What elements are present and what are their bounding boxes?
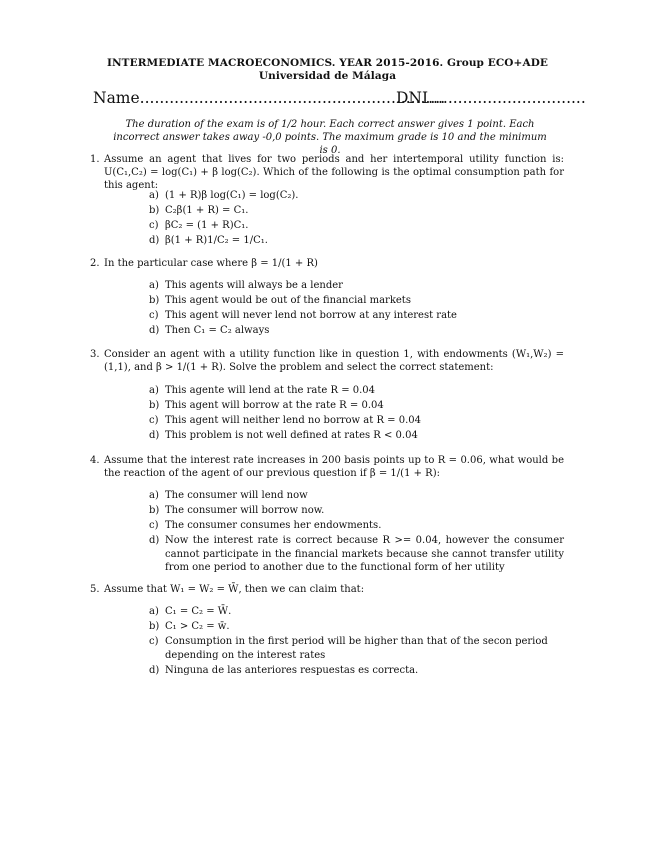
option-label: b) (149, 621, 160, 633)
option-a (149, 189, 564, 203)
question-3 (90, 348, 564, 374)
option-text: C₁ = C₂ = W̄. (165, 606, 232, 617)
option-text: (1 + R)β log(C₁) = log(C₂). (165, 190, 299, 201)
option-label: c) (149, 310, 159, 322)
option-c (149, 519, 564, 533)
question-number: 5. (90, 584, 100, 595)
option-label: c) (149, 520, 159, 532)
option-b (149, 620, 564, 634)
question-number: 1. (90, 154, 100, 165)
option-label: d) (149, 664, 160, 676)
option-text: βC₂ = (1 + R)C₁. (165, 220, 249, 232)
option-d (149, 534, 564, 575)
question-number: 2. (90, 258, 100, 269)
question-text: In the particular case where β = 1/(1 + R) (104, 258, 318, 269)
option-a (149, 489, 564, 503)
option-label: b) (149, 505, 160, 517)
university-name: Universidad de Málaga (258, 70, 397, 82)
option-text: The consumer consumes her endowments. (165, 520, 382, 532)
option-a (149, 279, 564, 293)
question-2 (90, 257, 564, 270)
question-4 (90, 454, 564, 480)
option-a (149, 605, 564, 619)
option-text: This agent will never lend not borrow at any interest rate (165, 310, 457, 322)
question-number: 4. (90, 455, 100, 466)
option-b (149, 204, 564, 218)
option-label: b) (149, 400, 160, 412)
question-text: Assume that W₁ = W₂ = W̄, then we can claim that: (104, 584, 365, 595)
option-c (149, 219, 564, 233)
option-b (149, 399, 564, 413)
option-label: c) (149, 220, 159, 232)
name-field: Name.............................................................. (93, 89, 446, 107)
dni-field: DNI................................ (396, 89, 586, 107)
option-text: This agent will neither lend no borrow at R = 0.04 (165, 415, 421, 427)
option-d (149, 234, 564, 248)
option-label: a) (149, 190, 159, 201)
option-label: c) (149, 636, 159, 648)
option-b (149, 294, 564, 308)
option-label: c) (149, 415, 159, 427)
option-label: d) (149, 325, 160, 337)
option-label: a) (149, 490, 159, 501)
exam-instructions: The duration of the exam is of 1/2 hour. Each correct answer gives 1 point. Each incorrect answer takes away -0,0 points. The maximum grade is 10 and the minimum is 0. (113, 119, 547, 156)
option-label: d) (149, 235, 160, 247)
option-b (149, 504, 564, 518)
option-label: a) (149, 606, 159, 617)
question-5-options (149, 605, 564, 679)
option-text: C₂β(1 + R) = C₁. (165, 205, 249, 217)
question-number: 3. (90, 349, 100, 360)
option-text: This problem is not well defined at rates R < 0.04 (165, 430, 418, 442)
option-text: This agent will borrow at the rate R = 0.04 (165, 400, 384, 412)
option-label: d) (149, 535, 160, 547)
option-text: Consumption in the first period will be higher than that of the secon period depending on the interest rates (165, 636, 548, 661)
exam-title: INTERMEDIATE MACROECONOMICS. YEAR 2015-2016. Group ECO+ADE (106, 57, 549, 69)
option-c (149, 309, 564, 323)
option-text: This agent would be out of the financial markets (165, 295, 411, 307)
option-c (149, 635, 564, 662)
option-label: a) (149, 385, 159, 396)
option-label: b) (149, 205, 160, 217)
option-text: The consumer will lend now (165, 490, 308, 501)
option-text: The consumer will borrow now. (165, 505, 325, 517)
option-c (149, 414, 564, 428)
question-3-options (149, 384, 564, 444)
question-2-options (149, 279, 564, 339)
option-text: This agente will lend at the rate R = 0.04 (165, 385, 376, 396)
question-text: Assume that the interest rate increases in 200 basis points up to R = 0.06, what would be the reaction of the agent of our previous question if β = 1/(1 + R): (104, 455, 564, 479)
option-text: This agents will always be a lender (165, 280, 343, 291)
question-1 (90, 153, 564, 192)
option-a (149, 384, 564, 398)
option-text: Ninguna de las anteriores respuestas es correcta. (165, 664, 419, 676)
question-text: Assume an agent that lives for two periods and her intertemporal utility function is: U(C₁,C₂) = log(C₁) + β log(C₂). Which of the following is the optimal consumption path for this agent: (104, 154, 564, 191)
question-4-options (149, 489, 564, 576)
option-text: β(1 + R)1/C₂ = 1/C₁. (165, 235, 268, 247)
option-text: Then C₁ = C₂ always (165, 325, 270, 337)
option-label: d) (149, 430, 160, 442)
question-1-options (149, 189, 564, 249)
question-text: Consider an agent with a utility function like in question 1, with endowments (W₁,W₂) = (1,1), and β > 1/(1 + R). Solve the problem and select the correct statement: (104, 349, 564, 373)
option-label: a) (149, 280, 159, 291)
option-text: Now the interest rate is correct because R >= 0.04, however the consumer cannot participate in the financial markets because she cannot transfer utility from one period to another due to the functional form of her utility (165, 535, 564, 574)
option-d (149, 664, 564, 678)
question-5 (90, 583, 564, 596)
option-label: b) (149, 295, 160, 307)
option-d (149, 429, 564, 443)
option-text: C₁ > C₂ = w̄. (165, 621, 230, 633)
option-d (149, 324, 564, 338)
